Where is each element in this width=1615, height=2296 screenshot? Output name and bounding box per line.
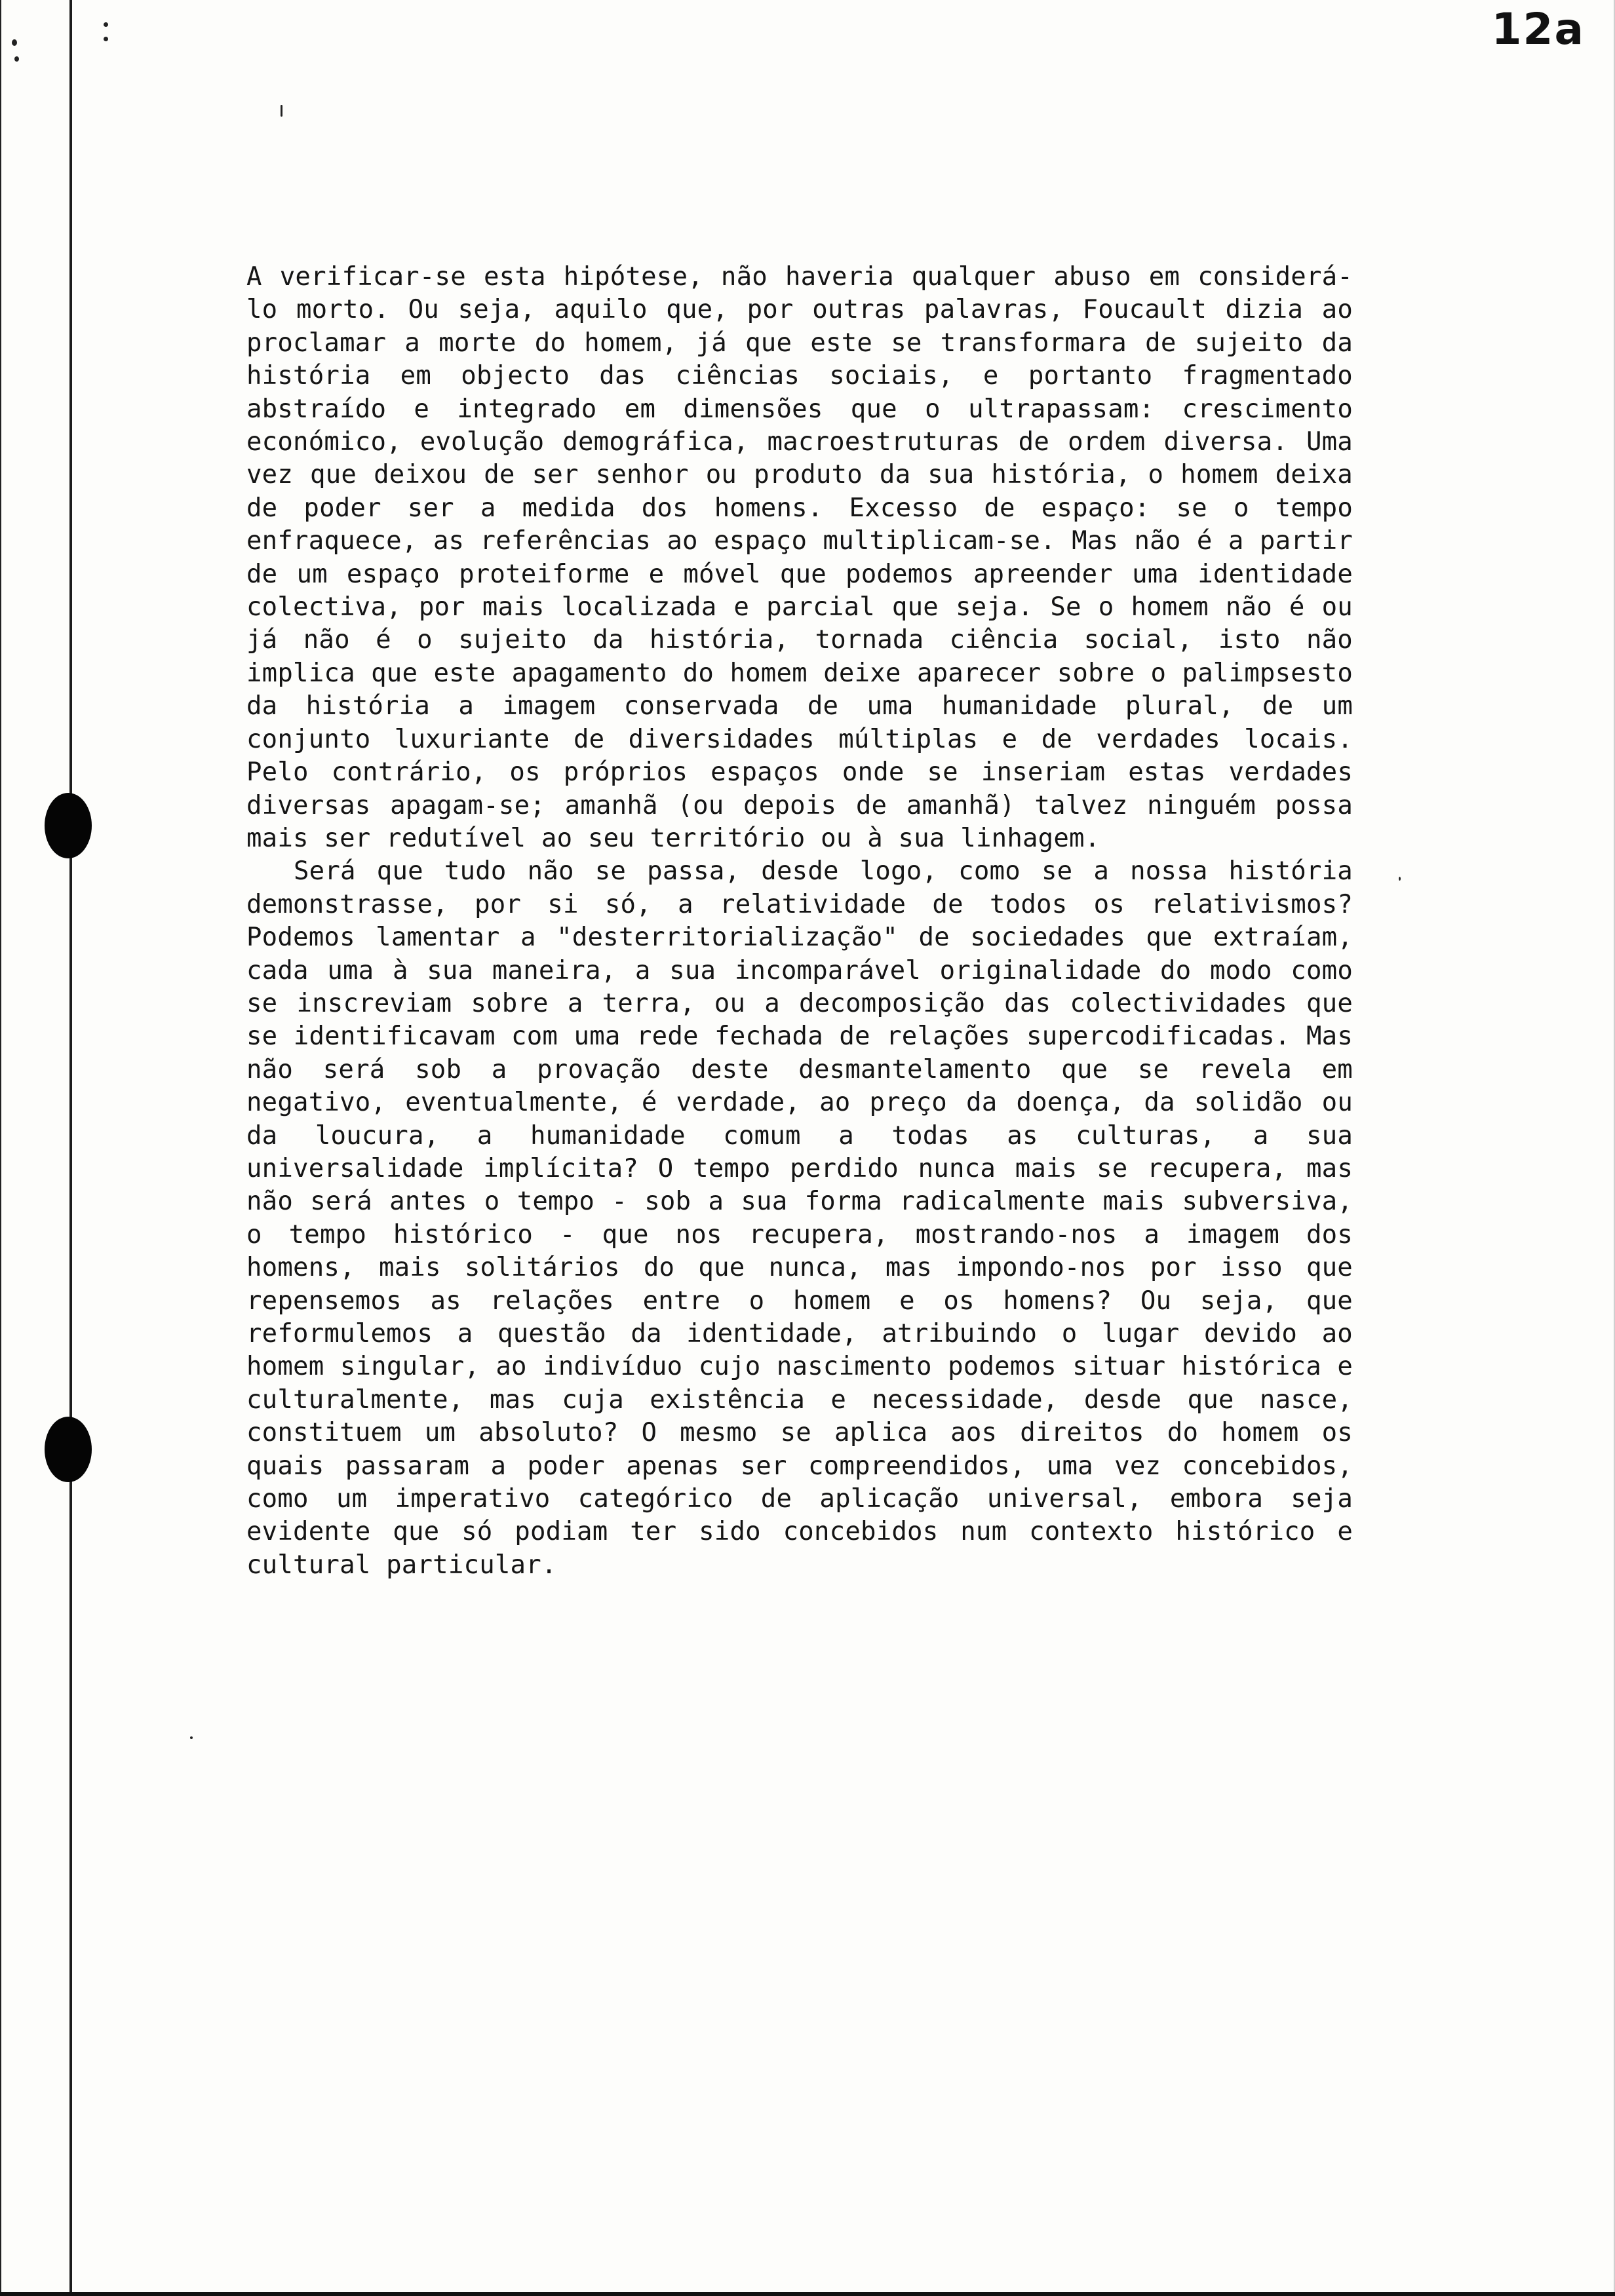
binding-margin-line [69,0,72,2296]
page-left-edge [0,0,1,2296]
page-number: 12a [1491,4,1585,54]
scan-speck [12,39,17,46]
scan-speck [190,1736,193,1739]
scan-speck [1399,877,1401,881]
scan-speck [104,22,108,27]
paragraph-2: Será que tudo não se passa, desde logo, como se a nossa história demonstrasse, por si só, a relatividade de todos os relativismos? Podemos lamentar a "desterritorialização" de sociedades que extraíam, cada uma à sua maneira, a sua incomparável originalidade do modo como se inscreviam sobre a terra, ou a decomposição das colectividades que se identificavam com uma rede fechada de relações supercodificadas. Mas não será sob a provação deste desmantelamento que se revela em negativo, eventualmente, é verdade, ao preço da doença, da solidão ou da loucura, a humanidade comum a todas as culturas, a sua universalidade implícita? O tempo perdido nunca mais se recupera, mas não será antes o tempo - sob a sua forma radicalmente mais subversiva, o tempo histórico - que nos recupera, mostrando-nos a imagem dos homens, mais solitários do que nunca, mas impondo-nos por isso que repensemos as relações entre o homem e os homens? Ou seja, que reformulemos a questão da identidade, atribuindo o lugar devido ao homem singular, ao indivíduo cujo nascimento podemos situar histórica e culturalmente, mas cuja existência e necessidade, desde que nasce, constituem um absoluto? O mesmo se aplica aos direitos do homem os quais passaram a poder apenas ser compreendidos, uma vez concebidos, como um imperativo categórico de aplicação universal, embora seja evidente que só podiam ter sido concebidos num contexto histórico e cultural particular. [246,856,1353,1580]
punch-hole-upper [45,793,92,858]
punch-hole-lower [45,1417,92,1482]
scan-speck [281,105,282,117]
paragraph-1: A verificar-se esta hipótese, não haveria qualquer abuso em considerá-lo morto. Ou seja, aquilo que, por outras palavras, Foucault dizia ao proclamar a morte do homem, já que este se transformara de sujeito da história em objecto das ciências sociais, e portanto fragmentado abstraído e integrado em dimensões que o ultrapassam: crescimento económico, evolução demográfica, macroestruturas de ordem diversa. Uma vez que deixou de ser senhor ou produto da sua história, o homem deixa de poder ser a medida dos homens. Excesso de espaço: se o tempo enfraquece, as referências ao espaço multiplicam-se. Mas não é a partir de um espaço proteiforme e móvel que podemos apreender uma identidade colectiva, por mais localizada e parcial que seja. Se o homem não é ou já não é o sujeito da história, tornada ciência social, isto não implica que este apagamento do homem deixe aparecer sobre o palimpsesto da história a imagem conservada de uma humanidade plural, de um conjunto luxuriante de diversidades múltiplas e de verdades locais. Pelo contrário, os próprios espaços onde se inseriam estas verdades diversas apagam-se; amanhã (ou depois de amanhã) talvez ninguém possa mais ser redutível ao seu território ou à sua linhagem. [246,262,1353,853]
body-text [246,261,1353,1582]
scan-speck [14,56,19,62]
page-bottom-edge [0,2292,1615,2296]
scan-speck [104,37,108,41]
